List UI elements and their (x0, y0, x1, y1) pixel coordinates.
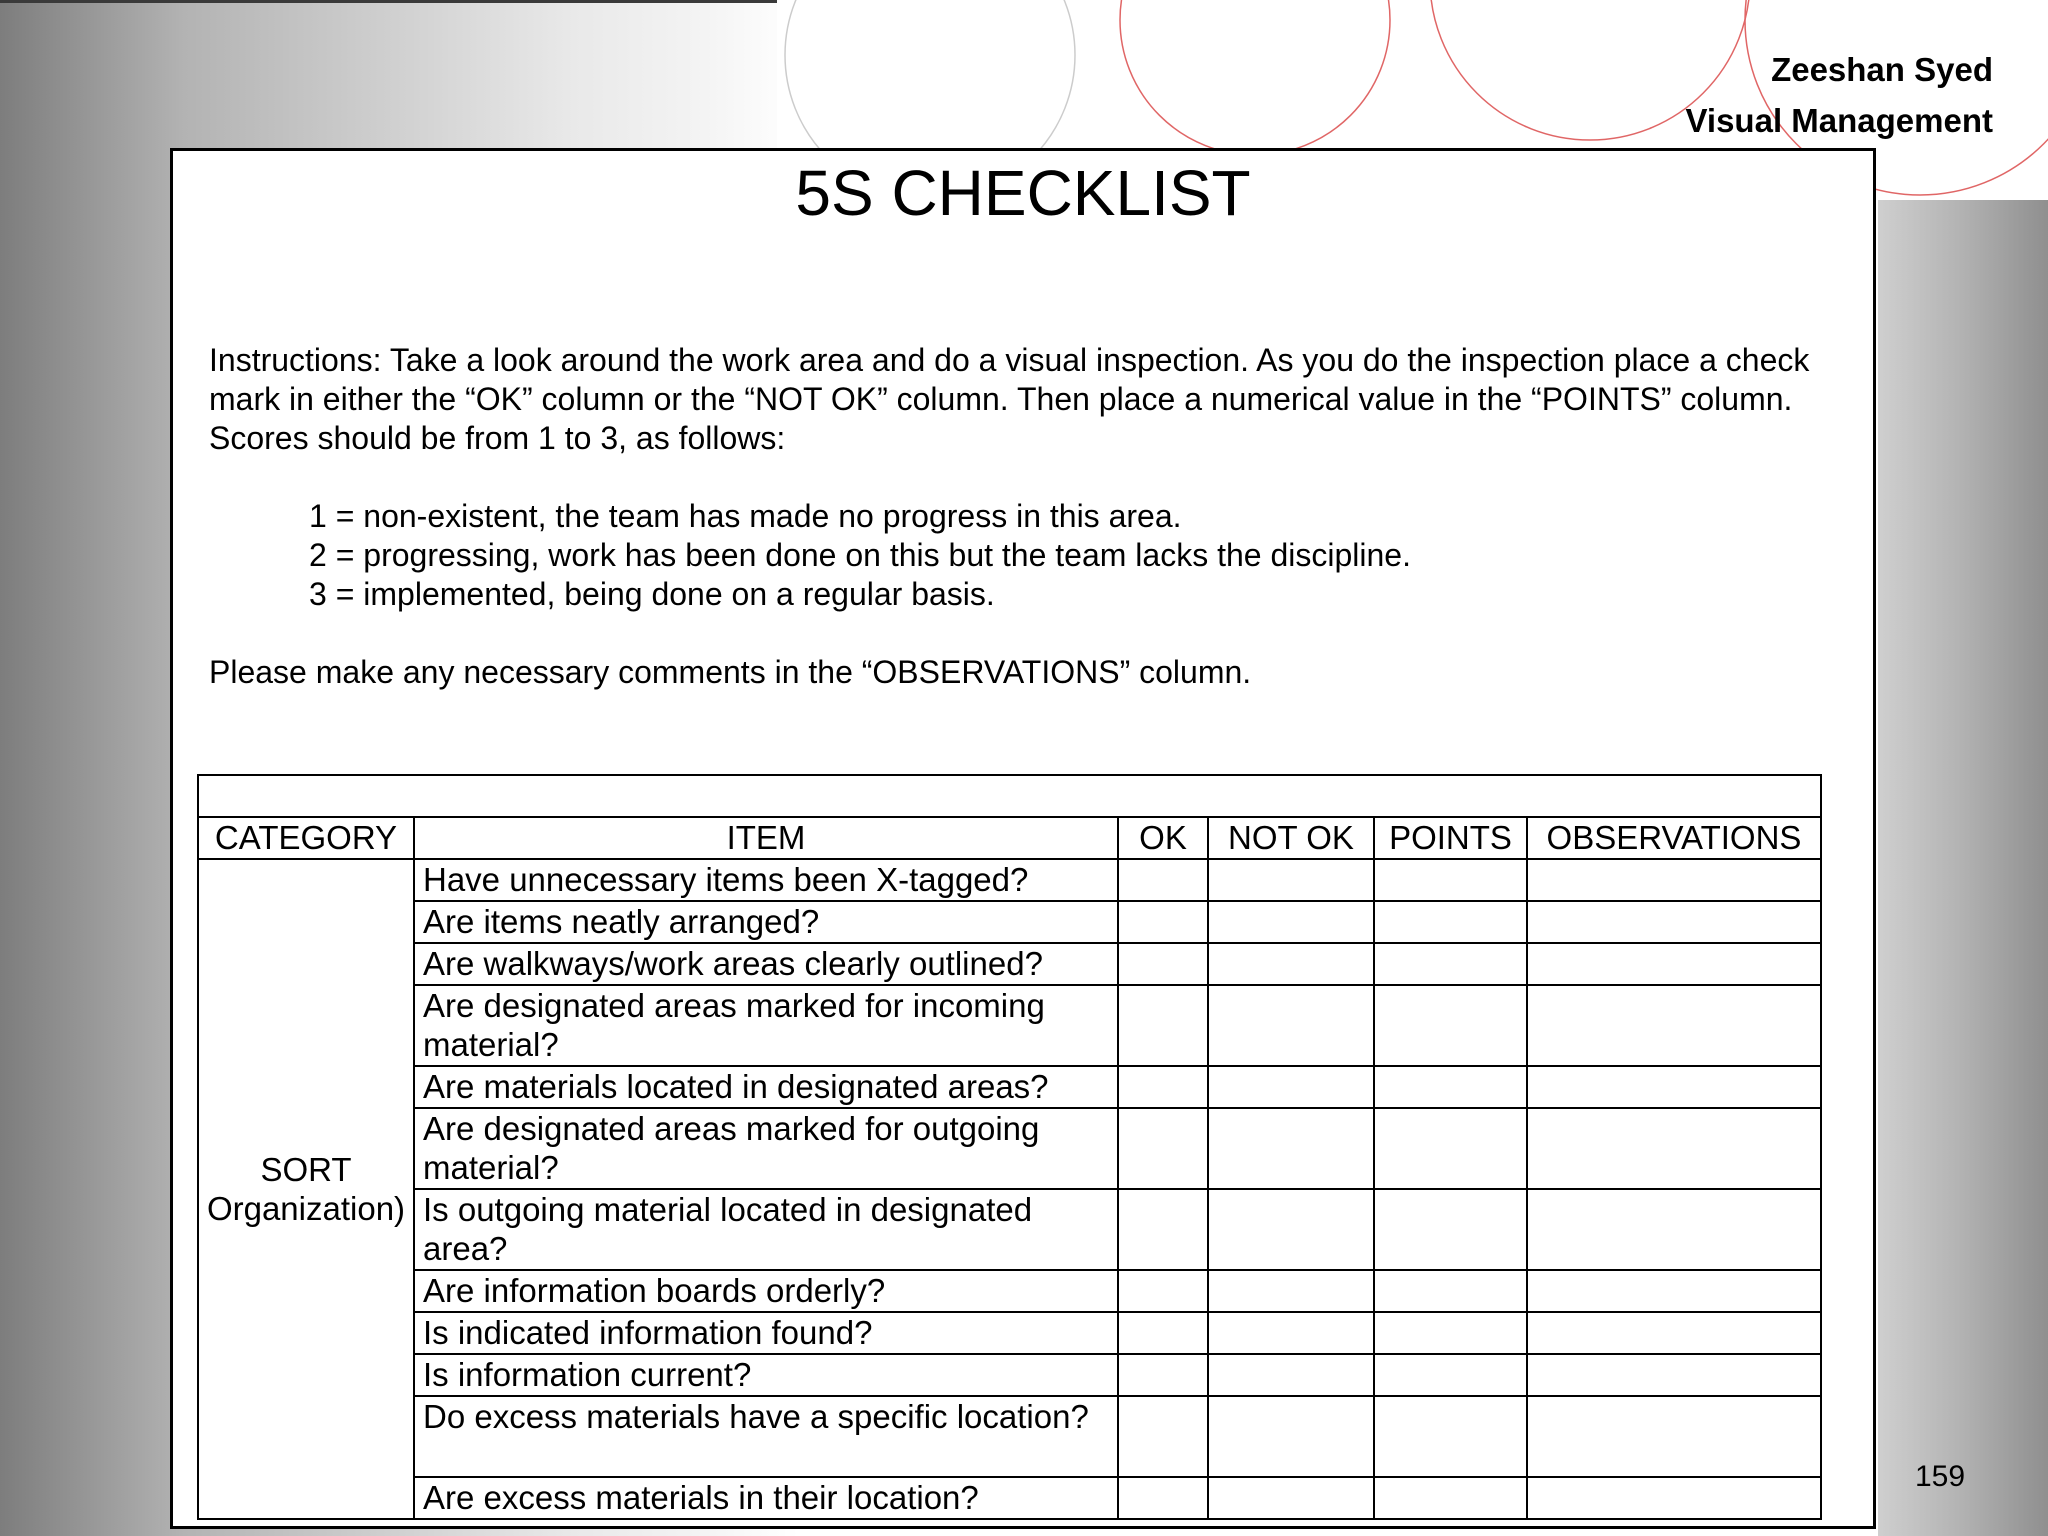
ok-cell[interactable] (1118, 943, 1208, 985)
header-observations: OBSERVATIONS (1527, 817, 1821, 859)
ok-cell[interactable] (1118, 1270, 1208, 1312)
slide-subject: Visual Management (1685, 102, 1993, 139)
points-cell[interactable] (1374, 985, 1527, 1066)
not-ok-cell[interactable] (1208, 1312, 1374, 1354)
observations-cell[interactable] (1527, 1312, 1821, 1354)
observations-cell[interactable] (1527, 985, 1821, 1066)
category-cell (198, 859, 414, 1519)
points-cell[interactable] (1374, 901, 1527, 943)
instructions (209, 341, 1829, 692)
table-row (198, 1354, 1821, 1396)
table-row (198, 1270, 1821, 1312)
table-row (198, 859, 1821, 901)
ok-cell[interactable] (1118, 859, 1208, 901)
page-number: 159 (1915, 1460, 1966, 1493)
not-ok-cell[interactable] (1208, 1270, 1374, 1312)
header-author-block (1686, 44, 1994, 146)
points-cell[interactable] (1374, 943, 1527, 985)
not-ok-cell[interactable] (1208, 1066, 1374, 1108)
item-cell: Is information current? (414, 1354, 1118, 1396)
observations-cell[interactable] (1527, 1396, 1821, 1477)
blank-cell (198, 775, 1821, 817)
observations-cell[interactable] (1527, 1477, 1821, 1519)
header-points: POINTS (1374, 817, 1527, 859)
ok-cell[interactable] (1118, 901, 1208, 943)
item-cell: Are excess materials in their location? (414, 1477, 1118, 1519)
header-item: ITEM (414, 817, 1118, 859)
score-1: 1 = non-existent, the team has made no progress in this area. (309, 498, 1182, 534)
not-ok-cell[interactable] (1208, 943, 1374, 985)
observations-cell[interactable] (1527, 1189, 1821, 1270)
right-gradient-band (1878, 200, 2048, 1536)
not-ok-cell[interactable] (1208, 859, 1374, 901)
score-3: 3 = implemented, being done on a regular basis. (309, 576, 995, 612)
points-cell[interactable] (1374, 1354, 1527, 1396)
ok-cell[interactable] (1118, 1108, 1208, 1189)
points-cell[interactable] (1374, 1477, 1527, 1519)
checklist-table (197, 774, 1822, 1520)
table-row (198, 1189, 1821, 1270)
category-name: SORT (260, 1151, 352, 1188)
observations-cell[interactable] (1527, 1108, 1821, 1189)
points-cell[interactable] (1374, 1189, 1527, 1270)
header-category: CATEGORY (198, 817, 414, 859)
score-scale (309, 497, 1829, 614)
observations-cell[interactable] (1527, 943, 1821, 985)
observations-cell[interactable] (1527, 901, 1821, 943)
item-cell: Are materials located in designated areas? (414, 1066, 1118, 1108)
instructions-intro: Instructions: Take a look around the work area and do a visual inspection. As you do the inspection place a check mark in either the “OK” column or the “NOT OK” column. Then place a numerical value in the “POINTS” column. Scores should be from 1 to 3, as follows: (209, 342, 1810, 456)
table-row (198, 1066, 1821, 1108)
item-cell: Is outgoing material located in designated area? (414, 1189, 1118, 1270)
item-cell: Are walkways/work areas clearly outlined? (414, 943, 1118, 985)
header-not-ok: NOT OK (1208, 817, 1374, 859)
ok-cell[interactable] (1118, 1189, 1208, 1270)
item-cell: Have unnecessary items been X-tagged? (414, 859, 1118, 901)
ok-cell[interactable] (1118, 1477, 1208, 1519)
points-cell[interactable] (1374, 1312, 1527, 1354)
ok-cell[interactable] (1118, 1396, 1208, 1477)
instructions-closing: Please make any necessary comments in the “OBSERVATIONS” column. (209, 654, 1252, 690)
table-blank-row (198, 775, 1821, 817)
item-cell: Are designated areas marked for incoming material? (414, 985, 1118, 1066)
table-row (198, 1477, 1821, 1519)
table-row (198, 1312, 1821, 1354)
document-title: 5S CHECKLIST (795, 157, 1251, 229)
ok-cell[interactable] (1118, 1354, 1208, 1396)
table-row (198, 985, 1821, 1066)
table-row (198, 1396, 1821, 1477)
points-cell[interactable] (1374, 1066, 1527, 1108)
observations-cell[interactable] (1527, 1066, 1821, 1108)
ok-cell[interactable] (1118, 1066, 1208, 1108)
not-ok-cell[interactable] (1208, 985, 1374, 1066)
ok-cell[interactable] (1118, 1312, 1208, 1354)
ok-cell[interactable] (1118, 985, 1208, 1066)
table-row (198, 1108, 1821, 1189)
author-name: Zeeshan Syed (1771, 51, 1993, 88)
points-cell[interactable] (1374, 1396, 1527, 1477)
item-cell: Are designated areas marked for outgoing material? (414, 1108, 1118, 1189)
not-ok-cell[interactable] (1208, 1189, 1374, 1270)
table-header-row (198, 817, 1821, 859)
category-subtitle: Organization) (206, 1190, 406, 1227)
item-cell: Are items neatly arranged? (414, 901, 1118, 943)
not-ok-cell[interactable] (1208, 1396, 1374, 1477)
not-ok-cell[interactable] (1208, 1354, 1374, 1396)
points-cell[interactable] (1374, 1108, 1527, 1189)
checklist-document (170, 148, 1876, 1529)
item-cell: Are information boards orderly? (414, 1270, 1118, 1312)
not-ok-cell[interactable] (1208, 901, 1374, 943)
table-row (198, 901, 1821, 943)
not-ok-cell[interactable] (1208, 1477, 1374, 1519)
observations-cell[interactable] (1527, 859, 1821, 901)
table-row (198, 943, 1821, 985)
item-cell: Is indicated information found? (414, 1312, 1118, 1354)
item-cell: Do excess materials have a specific location? (414, 1396, 1118, 1477)
observations-cell[interactable] (1527, 1270, 1821, 1312)
points-cell[interactable] (1374, 1270, 1527, 1312)
score-2: 2 = progressing, work has been done on this but the team lacks the discipline. (309, 537, 1411, 573)
not-ok-cell[interactable] (1208, 1108, 1374, 1189)
observations-cell[interactable] (1527, 1354, 1821, 1396)
header-ok: OK (1118, 817, 1208, 859)
points-cell[interactable] (1374, 859, 1527, 901)
